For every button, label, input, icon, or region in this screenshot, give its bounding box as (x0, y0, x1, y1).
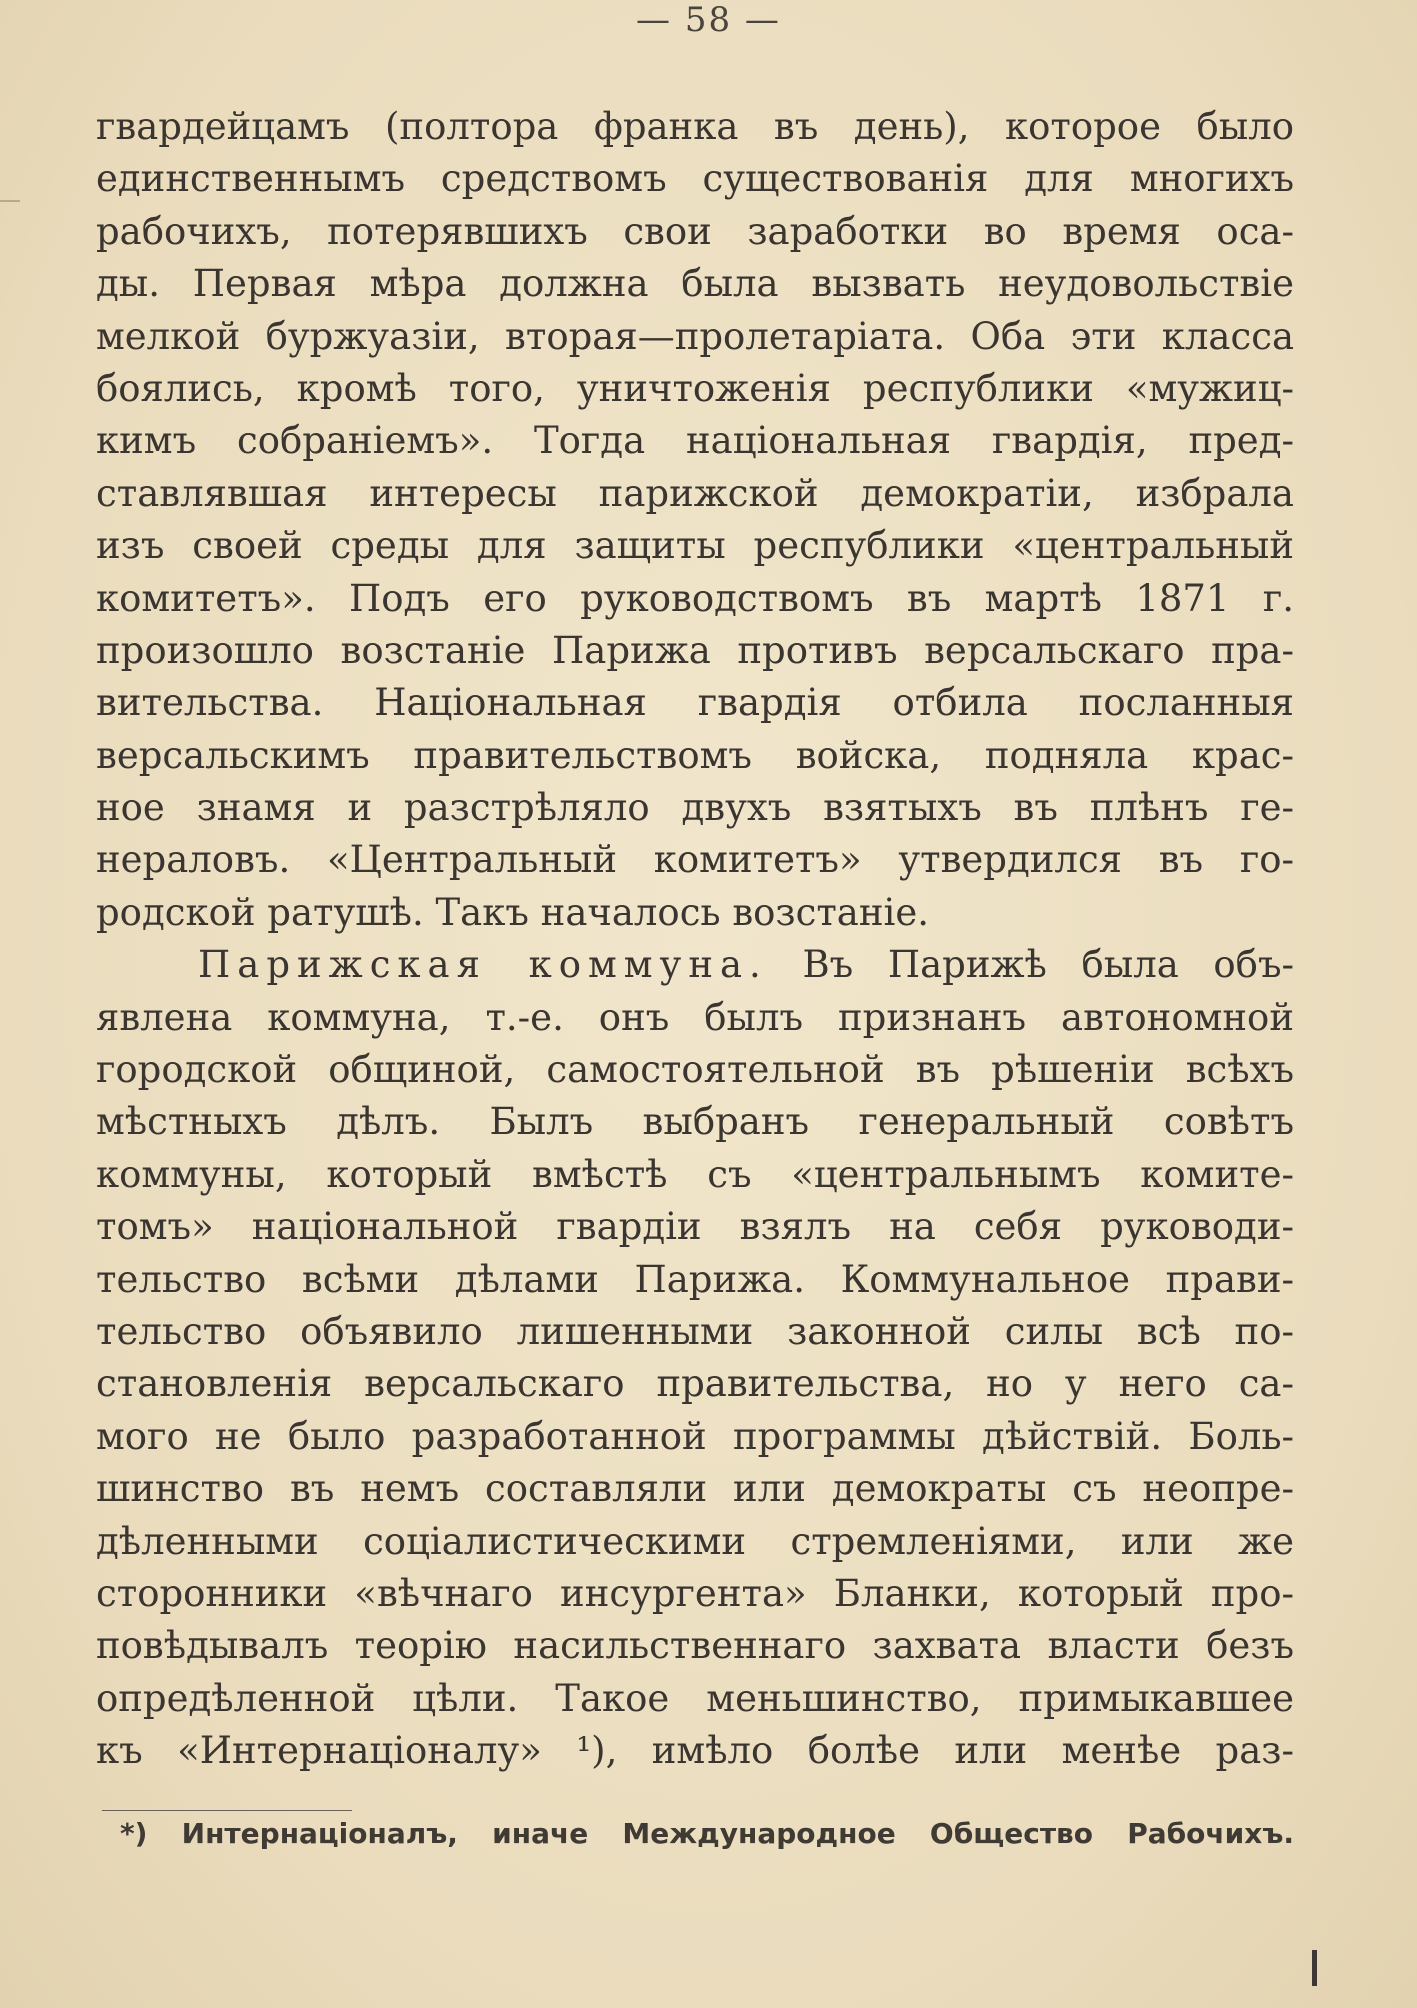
text-line: повѣдывалъ теорію насильственнаго захвата власти безъ (96, 1624, 1294, 1668)
text-line: мого не было разработанной программы дѣйствій. Боль- (96, 1414, 1294, 1458)
text-line: мелкой буржуазіи, вторая—пролетаріата. Оба эти класса (96, 314, 1294, 358)
text-line: сторонники «вѣчнаго инсургента» Бланки, который про- (96, 1571, 1294, 1615)
text-line: явлена коммуна, т.-е. онъ былъ признанъ автономной (96, 995, 1294, 1039)
page-number: — 58 — (636, 0, 781, 40)
section-heading-line (96, 939, 1294, 991)
text-line: вительства. Національная гвардія отбила посланныя (96, 681, 1294, 725)
text-line: кимъ собраніемъ». Тогда національная гвардія, пред- (96, 419, 1294, 463)
text-line: дѣленными соціалистическими стремленіями, или же (96, 1519, 1294, 1563)
text-line: ды. Первая мѣра должна была вызвать неудовольствіе (96, 262, 1294, 306)
section-title-continuation: Въ Парижѣ была объ- (802, 943, 1294, 987)
main-text (96, 101, 1294, 1778)
text-line: родской ратушѣ. Такъ началось возстаніе. (96, 890, 930, 934)
text-line: нераловъ. «Центральный комитетъ» утвердился въ го- (96, 838, 1294, 882)
section-title: Парижская коммуна. (198, 943, 768, 987)
margin-mark (0, 200, 20, 202)
text-line: шинство въ немъ составляли или демократы съ неопре- (96, 1467, 1294, 1511)
text-line: мѣстныхъ дѣлъ. Былъ выбранъ генеральный совѣтъ (96, 1100, 1294, 1144)
text-line: ставлявшая интересы парижской демократіи, избрала (96, 471, 1294, 515)
text-line: версальскимъ правительствомъ войска, подняла крас- (96, 733, 1294, 777)
text-line: тельство объявило лишенными законной силы всѣ по- (96, 1309, 1294, 1353)
text-line: гвардейцамъ (полтора франка въ день), которое было (96, 105, 1294, 148)
text-line: боялись, кромѣ того, уничтоженія республики «мужиц- (96, 366, 1294, 410)
text-line: становленія версальскаго правительства, но у него са- (96, 1362, 1294, 1406)
text-line: томъ» національной гвардіи взялъ на себя руководи- (96, 1205, 1294, 1249)
text-line: комитетъ». Подъ его руководствомъ въ мартѣ 1871 г. (96, 576, 1294, 620)
text-line: тельство всѣми дѣлами Парижа. Коммунальное прави- (96, 1257, 1294, 1301)
text-line: ное знамя и разстрѣляло двухъ взятыхъ въ плѣнъ ге- (96, 786, 1294, 830)
text-line: коммуны, который вмѣстѣ съ «центральнымъ комите- (96, 1152, 1294, 1196)
footnote: *) Интернаціоналъ, иначе Международное Общество Рабочихъ. (120, 1817, 1294, 1850)
text-line: къ «Интернаціоналу» ¹), имѣло болѣе или менѣе раз- (96, 1729, 1294, 1773)
page-edge-mark (1312, 1950, 1317, 1986)
text-line: произошло возстаніе Парижа противъ версальскаго пра- (96, 628, 1294, 672)
text-line: опредѣленной цѣли. Такое меньшинство, примыкавшее (96, 1676, 1294, 1720)
text-line: изъ своей среды для защиты республики «центральный (96, 524, 1294, 568)
text-line: городской общиной, самостоятельной въ рѣшеніи всѣхъ (96, 1048, 1294, 1092)
text-line: единственнымъ средствомъ существованія для многихъ (96, 157, 1294, 201)
text-line: рабочихъ, потерявшихъ свои заработки во время оса- (96, 209, 1294, 253)
footnote-divider (102, 1810, 352, 1811)
